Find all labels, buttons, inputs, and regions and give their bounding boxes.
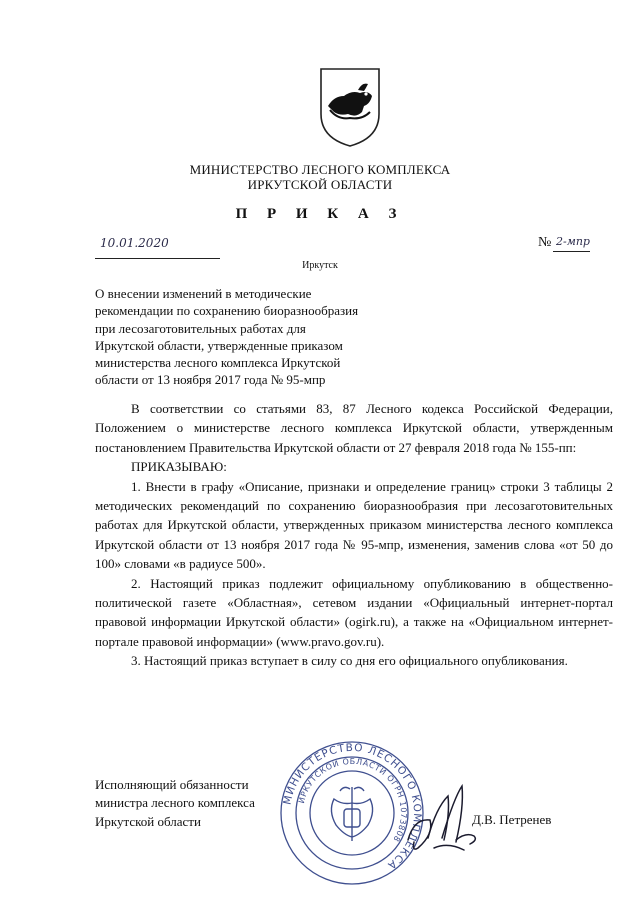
subject-line: рекомендации по сохранению биоразнообразия: [95, 303, 359, 319]
subject-line: министерства лесного комплекса Иркутской: [95, 355, 341, 371]
order-number: 2-мпр: [556, 235, 590, 248]
stamp-inner-text: ИРКУТСКОЙ ОБЛАСТИ ОГРН 1073808: [296, 756, 409, 844]
subject-line: Иркутской области, утвержденные приказом: [95, 337, 343, 353]
number-underline: [553, 251, 590, 252]
subject-line: О внесении изменений в методические: [95, 286, 312, 301]
subject-line: при лесозаготовительных работах для: [95, 320, 306, 336]
ministry-name-line-1: МИНИСТЕРСТВО ЛЕСНОГО КОМПЛЕКСА: [189, 162, 451, 177]
item-3-paragraph: 3. Настоящий приказ вступает в силу со дня его официального опубликования.: [131, 653, 568, 669]
item-1-paragraph: 1. Внести в графу «Описание, признаки и определение границ» строки 3 таблицы 2 методических рекомендаций по сохранению биоразнообразия при лесозаготовительных работах для Иркутской области, утвержденных приказом министерства лесного комплекса Иркутской области от 13 ноября 2017 года № 95-мпр, изменения, заменив слова «от 50 до 100» словами «в радиусе 500».: [95, 478, 613, 572]
subject-line: области от 13 ноября 2017 года № 95-мпр: [95, 372, 326, 388]
order-body: [95, 399, 613, 671]
ministry-name-line-2: ИРКУТСКОЙ ОБЛАСТИ: [247, 177, 393, 192]
irkutsk-coat-of-arms-icon: [318, 66, 382, 148]
signatory-position: [95, 776, 255, 831]
order-word: ПРИКАЗЫВАЮ:: [131, 459, 227, 475]
signatory-name: Д.В. Петренев: [472, 812, 552, 827]
position-line: министра лесного комплекса: [95, 795, 255, 811]
position-line: Иркутской области: [95, 813, 201, 829]
position-line: Исполняющий обязанности: [95, 777, 249, 792]
item-2-paragraph: 2. Настоящий приказ подлежит официальному опубликованию в общественно-политической газете «Областная», сетевом издании «Официальный интернет-портал правовой информации Иркутской области» (ogirk.ru), а также на «Официальном интернет-портале правовой информации» (www.pravo.gov.ru).: [95, 575, 613, 649]
order-date: 10.01.2020: [100, 236, 169, 250]
document-title: П Р И К А З: [235, 206, 405, 222]
stamp-outer-text: МИНИСТЕРСТВО ЛЕСНОГО КОМПЛЕКСА: [281, 741, 424, 872]
city-label: Иркутск: [302, 260, 338, 271]
order-number-sign: №: [538, 235, 552, 250]
order-subject: [95, 285, 415, 389]
preamble-paragraph: В соответствии со статьями 83, 87 Лесного кодекса Российской Федерации, Положением о министерстве лесного комплекса Иркутской области, утвержденным постановлением Правительства Иркутской области от 27 февраля 2018 года № 155-пп:: [95, 401, 613, 455]
